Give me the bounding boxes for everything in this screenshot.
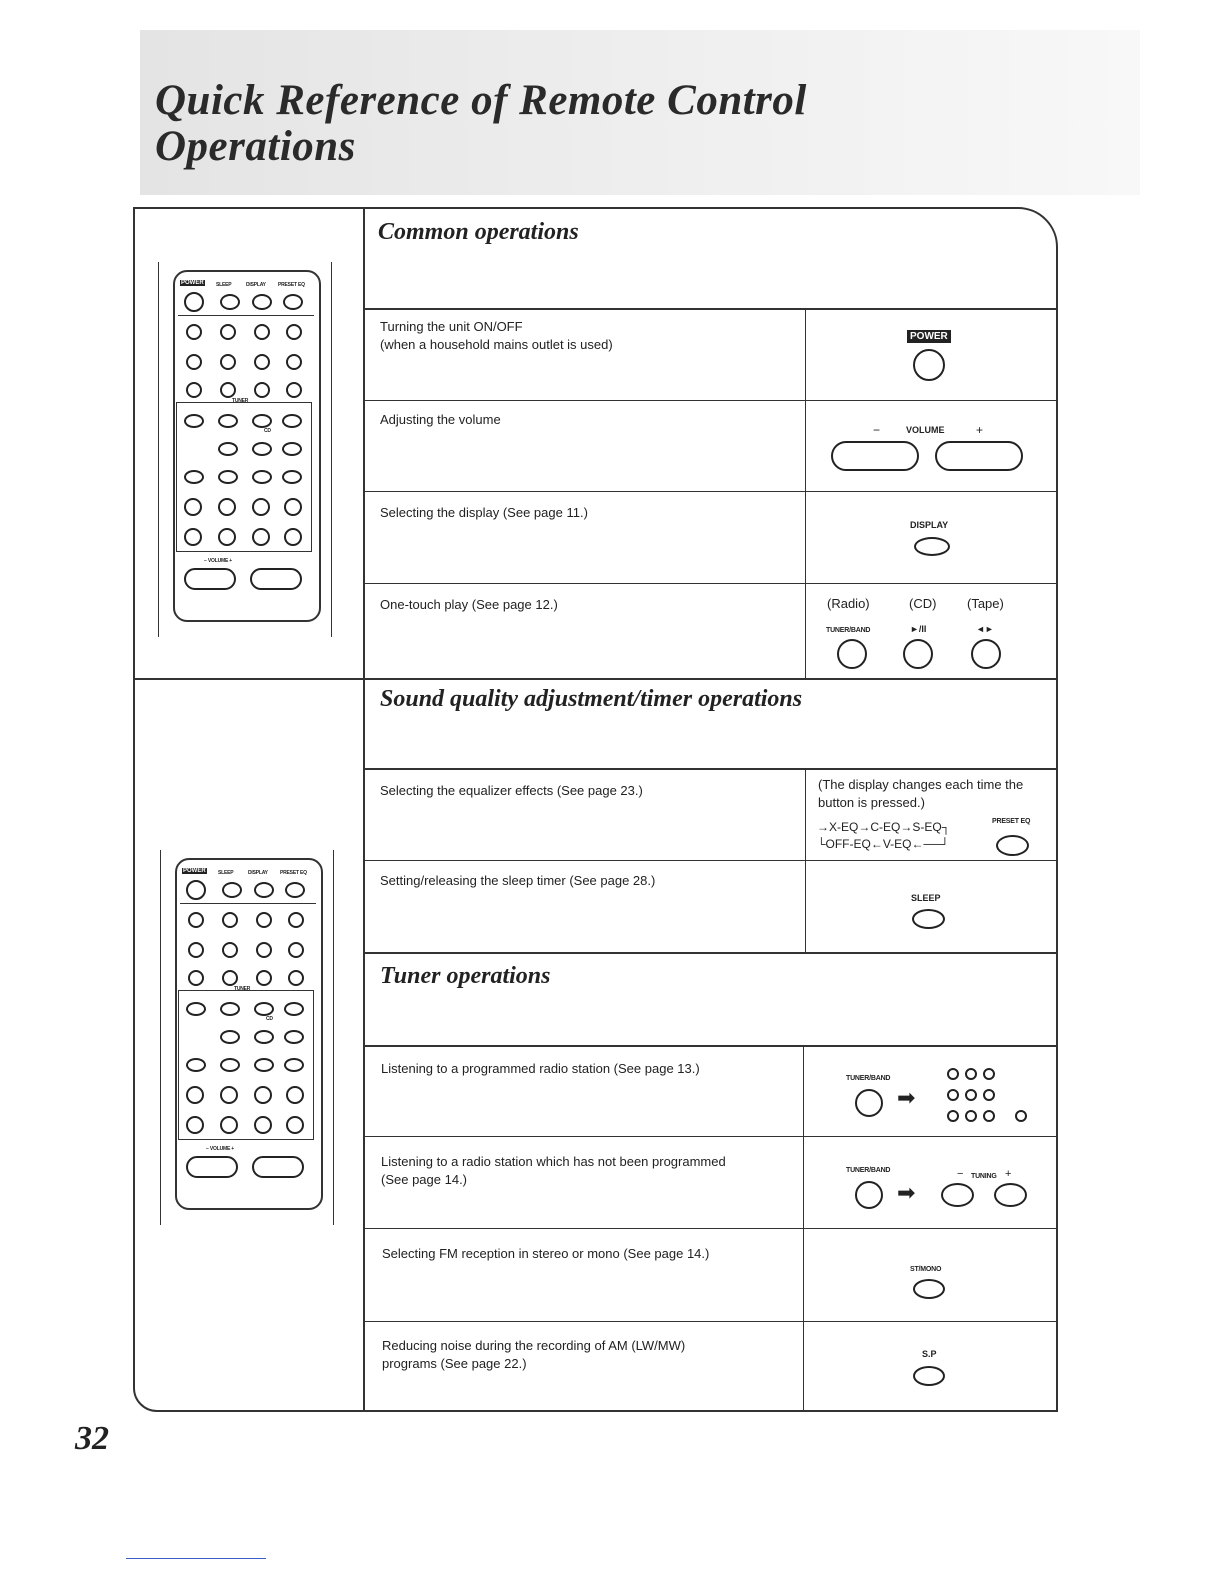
sp-button[interactable] bbox=[913, 1366, 945, 1386]
remote-preseteq-button[interactable] bbox=[283, 294, 303, 310]
st-mono-label: ST/MONO bbox=[910, 1266, 942, 1273]
remote-sleep-button[interactable] bbox=[220, 294, 240, 310]
row-stmono-desc: Selecting FM reception in stereo or mono (See page 14.) bbox=[382, 1246, 710, 1261]
tuning-up-button[interactable] bbox=[994, 1183, 1027, 1207]
st-mono-button[interactable] bbox=[913, 1279, 945, 1299]
number-button[interactable] bbox=[965, 1089, 977, 1101]
eq-sequence-1: →X-EQ→C-EQ→S-EQ┐ bbox=[817, 820, 951, 834]
radio-label: (Radio) bbox=[827, 596, 870, 611]
tuner-band-button[interactable] bbox=[837, 639, 867, 669]
preset-eq-button[interactable] bbox=[996, 835, 1029, 856]
number-button[interactable] bbox=[947, 1068, 959, 1080]
volume-down-button[interactable] bbox=[831, 441, 919, 471]
sleep-button[interactable] bbox=[912, 909, 945, 929]
cd-play-pause-button[interactable] bbox=[903, 639, 933, 669]
section-title-tuner: Tuner operations bbox=[380, 963, 551, 989]
tuning-down-button[interactable] bbox=[941, 1183, 974, 1207]
number-button[interactable] bbox=[983, 1110, 995, 1122]
remote-display-button[interactable] bbox=[252, 294, 272, 310]
volume-label: VOLUME bbox=[906, 425, 945, 435]
eq-note: (The display changes each time the button is pressed.) bbox=[818, 777, 1024, 810]
section-title-sound: Sound quality adjustment/timer operations bbox=[380, 686, 803, 712]
remote-illustration-2: POWER SLEEP DISPLAY PRESET EQ TUNER CD − VOLUME + bbox=[160, 850, 336, 1225]
section-title-common: Common operations bbox=[378, 219, 579, 245]
remote-power-button[interactable] bbox=[184, 292, 204, 312]
row-equalizer-desc: Selecting the equalizer effects (See page 23.) bbox=[380, 783, 643, 798]
remote-power-badge: POWER bbox=[181, 280, 204, 286]
number-button[interactable] bbox=[965, 1110, 977, 1122]
display-label: DISPLAY bbox=[910, 520, 949, 530]
footer-rule bbox=[126, 1558, 266, 1559]
display-button[interactable] bbox=[914, 537, 950, 556]
eq-sequence-2: └OFF-EQ←V-EQ←──┘ bbox=[817, 837, 950, 851]
page-title: Quick Reference of Remote Control Operations bbox=[155, 77, 807, 170]
number-button[interactable] bbox=[1015, 1110, 1027, 1122]
tape-play-button[interactable] bbox=[971, 639, 1001, 669]
column-divider bbox=[363, 209, 365, 1411]
row-onetouch-desc: One-touch play (See page 12.) bbox=[380, 597, 558, 612]
power-label: POWER bbox=[907, 330, 951, 343]
sleep-label: SLEEP bbox=[911, 893, 941, 903]
tuner-band-button-3[interactable] bbox=[855, 1181, 883, 1209]
row-sp-desc: Reducing noise during the recording of AM (LW/MW) programs (See page 22.) bbox=[382, 1338, 686, 1371]
number-button[interactable] bbox=[947, 1089, 959, 1101]
page-number: 32 bbox=[75, 1420, 109, 1457]
sp-label: S.P bbox=[922, 1349, 937, 1359]
number-button[interactable] bbox=[983, 1089, 995, 1101]
row-power-desc: Turning the unit ON/OFF (when a household mains outlet is used) bbox=[380, 319, 613, 352]
number-button[interactable] bbox=[965, 1068, 977, 1080]
volume-up-button[interactable] bbox=[935, 441, 1023, 471]
arrow-icon: ➡ bbox=[897, 1180, 916, 1205]
number-button[interactable] bbox=[983, 1068, 995, 1080]
row-volume-desc: Adjusting the volume bbox=[380, 412, 501, 427]
remote-illustration-1: POWER SLEEP DISPLAY PRESET EQ TUNER CD − VOLUME + bbox=[158, 262, 334, 637]
tuning-label: TUNING bbox=[971, 1173, 997, 1180]
row-programmed-desc: Listening to a programmed radio station (See page 13.) bbox=[381, 1061, 700, 1076]
row-display-desc: Selecting the display (See page 11.) bbox=[380, 505, 588, 520]
tuner-band-button-2[interactable] bbox=[855, 1089, 883, 1117]
row-sleep-desc: Setting/releasing the sleep timer (See page 28.) bbox=[380, 873, 656, 888]
cd-label: (CD) bbox=[909, 596, 937, 611]
remote-divider bbox=[135, 678, 365, 680]
row-unprogrammed-desc: Listening to a radio station which has not been programmed (See page 14.) bbox=[381, 1154, 726, 1187]
tape-label: (Tape) bbox=[967, 596, 1004, 611]
arrow-icon: ➡ bbox=[897, 1085, 916, 1110]
power-button[interactable] bbox=[913, 349, 945, 381]
number-button[interactable] bbox=[947, 1110, 959, 1122]
